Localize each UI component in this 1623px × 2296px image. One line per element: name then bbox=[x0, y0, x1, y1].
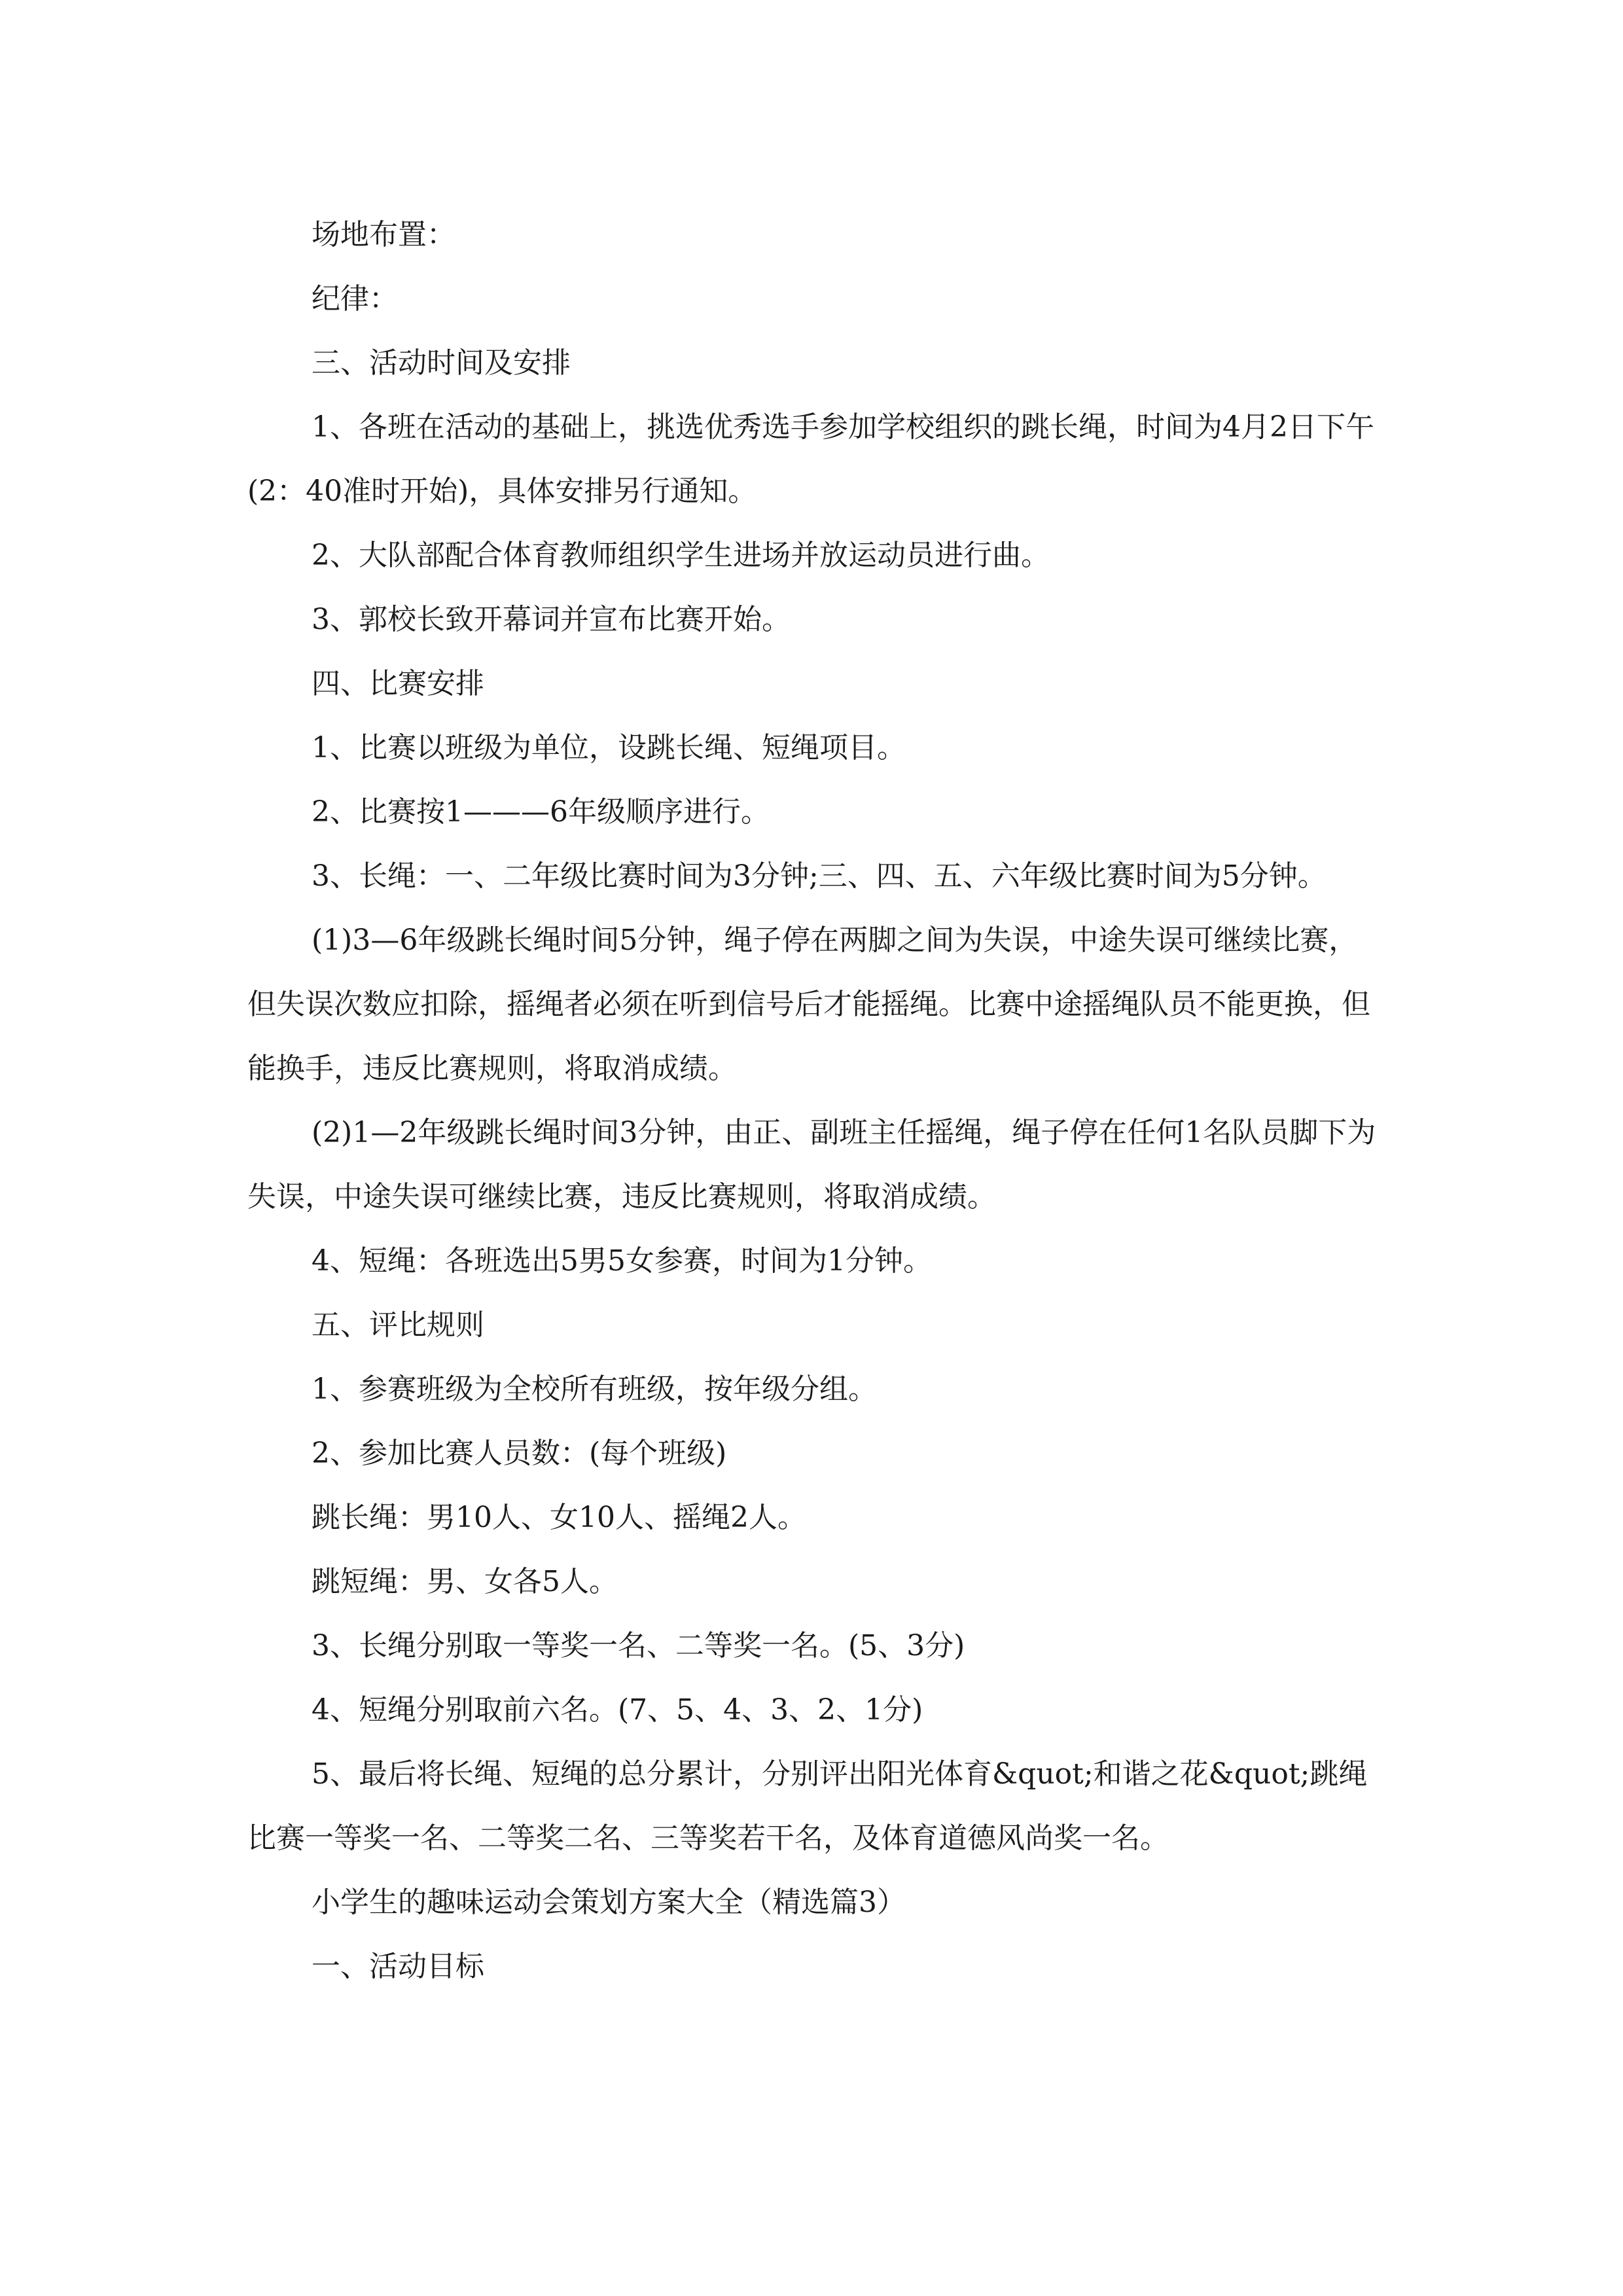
article-title-part-3: 小学生的趣味运动会策划方案大全（精选篇3） bbox=[312, 1886, 906, 1919]
paragraph-competition-item-4: 4、短绳：各班选出5男5女参赛，时间为1分钟。 bbox=[312, 1244, 932, 1278]
paragraph-judging-item-1: 1、参赛班级为全校所有班级，按年级分组。 bbox=[312, 1372, 877, 1406]
paragraph-judging-item-5: 5、最后将长绳、短绳的总分累计，分别评出阳光体育&quot;和谐之花&quot;跳绳比赛一等奖一名、二等奖二名、三等奖若干名，及体育道德风尚奖一名。 bbox=[247, 1757, 1368, 1855]
section-heading-judging: 五、评比规则 bbox=[312, 1308, 484, 1342]
paragraph-short-rope-team: 跳短绳：男、女各5人。 bbox=[312, 1565, 618, 1598]
section-heading-objectives: 一、活动目标 bbox=[312, 1950, 484, 1983]
paragraph-schedule-item-1: 1、各班在活动的基础上，挑选优秀选手参加学校组织的跳长绳，时间为4月2日下午(2：40准时开始)，具体安排另行通知。 bbox=[247, 410, 1374, 508]
document-body bbox=[247, 203, 1380, 1999]
paragraph-judging-item-4: 4、短绳分别取前六名。(7、5、4、3、2、1分) bbox=[312, 1693, 923, 1727]
paragraph-judging-item-3: 3、长绳分别取一等奖一名、二等奖一名。(5、3分) bbox=[312, 1629, 965, 1662]
paragraph-competition-item-3: 3、长绳：一、二年级比赛时间为3分钟;三、四、五、六年级比赛时间为5分钟。 bbox=[312, 859, 1327, 893]
section-heading-schedule: 三、活动时间及安排 bbox=[312, 346, 571, 380]
paragraph-discipline: 纪律： bbox=[312, 282, 398, 315]
paragraph-schedule-item-2: 2、大队部配合体育教师组织学生进场并放运动员进行曲。 bbox=[312, 539, 1050, 572]
paragraph-long-rope-team: 跳长绳：男10人、女10人、摇绳2人。 bbox=[312, 1501, 806, 1534]
paragraph-venue-setup: 场地布置： bbox=[312, 218, 455, 251]
paragraph-competition-item-1: 1、比赛以班级为单位，设跳长绳、短绳项目。 bbox=[312, 731, 906, 764]
paragraph-judging-item-2: 2、参加比赛人员数：(每个班级) bbox=[312, 1437, 727, 1470]
section-heading-competition: 四、比赛安排 bbox=[312, 667, 484, 700]
paragraph-competition-rule-2: (2)1—2年级跳长绳时间3分钟，由正、副班主任摇绳，绳子停在任何1名队员脚下为失误，中途失误可继续比赛，违反比赛规则，将取消成绩。 bbox=[247, 1116, 1376, 1213]
paragraph-competition-item-2: 2、比赛按1———6年级顺序进行。 bbox=[312, 795, 770, 829]
paragraph-competition-rule-1: (1)3—6年级跳长绳时间5分钟，绳子停在两脚之间为失误，中途失误可继续比赛，但失误次数应扣除，摇绳者必须在听到信号后才能摇绳。比赛中途摇绳队员不能更换，但能换手，违反比赛规则，将取消成绩。 bbox=[247, 924, 1370, 1085]
paragraph-schedule-item-3: 3、郭校长致开幕词并宣布比赛开始。 bbox=[312, 603, 791, 636]
